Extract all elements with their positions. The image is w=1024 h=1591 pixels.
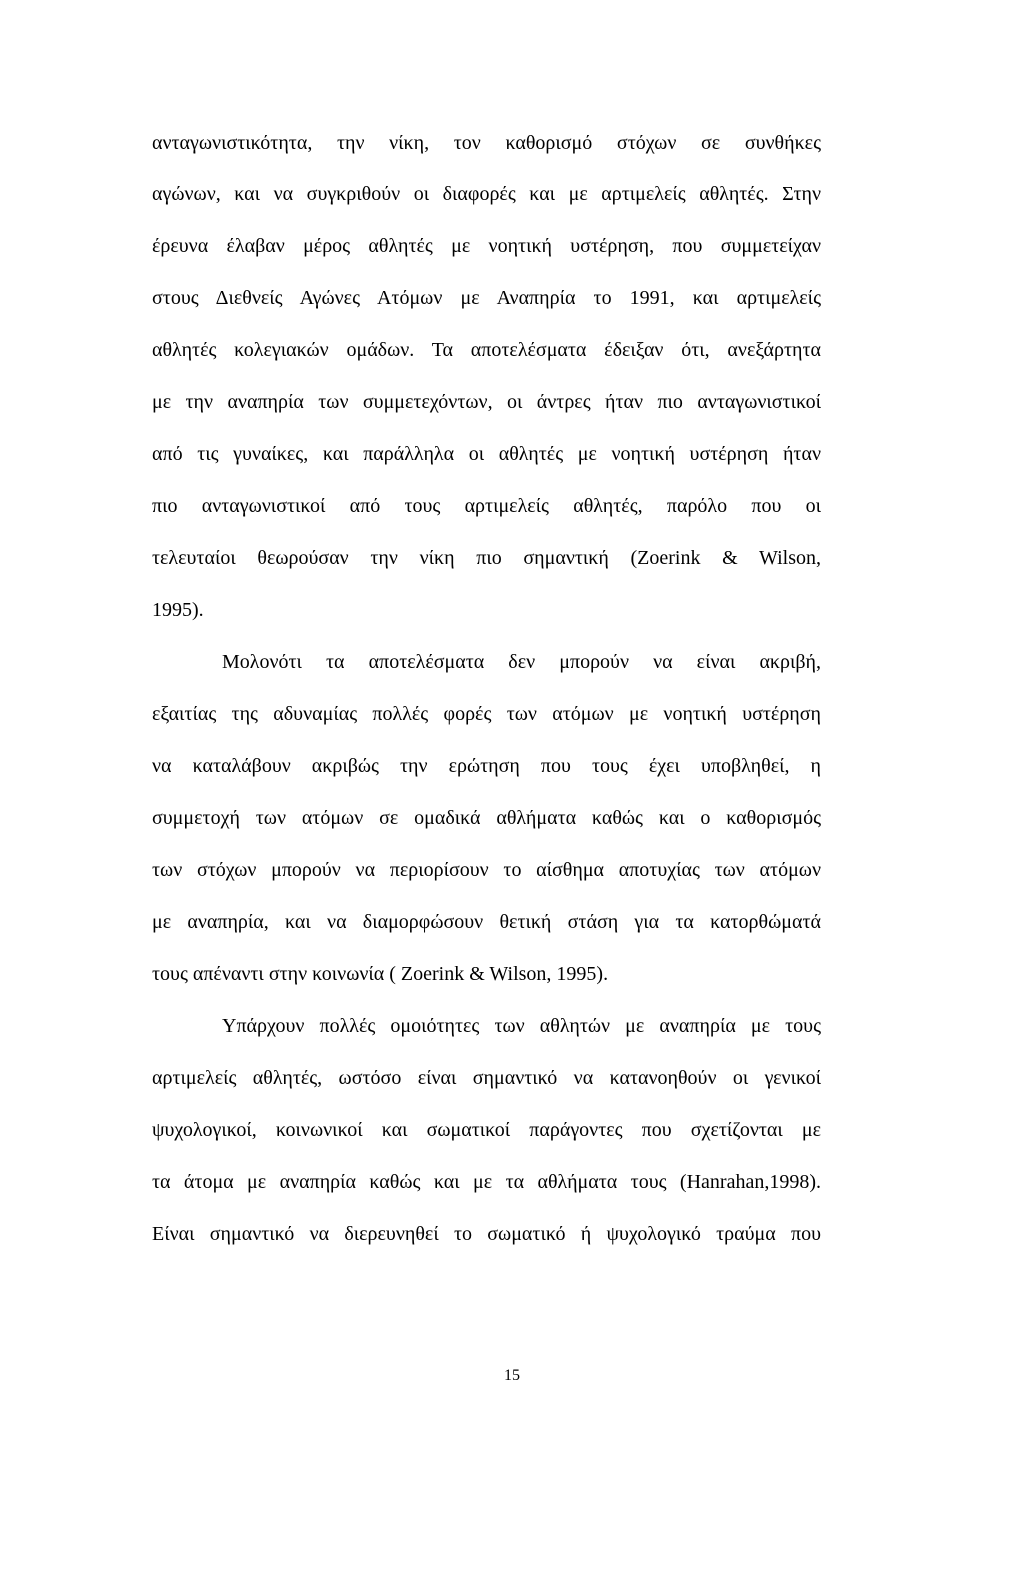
text-line: τα άτομα με αναπηρία καθώς και με τα αθλήματα τους (Hanrahan,1998). xyxy=(152,1171,821,1193)
text-line: Μολονότι τα αποτελέσματα δεν μπορούν να είναι ακριβή, xyxy=(222,651,821,673)
page-number: 15 xyxy=(504,1367,520,1384)
text-line: 1995). xyxy=(152,599,204,621)
text-line: να καταλάβουν ακριβώς την ερώτηση που τους έχει υποβληθεί, η xyxy=(152,755,821,777)
text-line: από τις γυναίκες, και παράλληλα οι αθλητές με νοητική υστέρηση ήταν xyxy=(152,443,821,465)
text-line: με αναπηρία, και να διαμορφώσουν θετική στάση για τα κατορθώματά xyxy=(152,911,821,933)
text-line: Είναι σημαντικό να διερευνηθεί το σωματικό ή ψυχολογικό τραύμα που xyxy=(152,1223,821,1245)
text-line: αθλητές κολεγιακών ομάδων. Τα αποτελέσματα έδειξαν ότι, ανεξάρτητα xyxy=(152,339,821,361)
text-line: ψυχολογικοί, κοινωνικοί και σωματικοί παράγοντες που σχετίζονται με xyxy=(152,1119,821,1141)
text-line: στους Διεθνείς Αγώνες Ατόμων με Αναπηρία το 1991, και αρτιμελείς xyxy=(152,287,821,309)
text-line: έρευνα έλαβαν μέρος αθλητές με νοητική υστέρηση, που συμμετείχαν xyxy=(152,235,821,257)
text-line: αγώνων, και να συγκριθούν οι διαφορές και με αρτιμελείς αθλητές. Στην xyxy=(152,183,821,205)
text-line: Υπάρχουν πολλές ομοιότητες των αθλητών με αναπηρία με τους xyxy=(222,1015,821,1037)
text-line: πιο ανταγωνιστικοί από τους αρτιμελείς αθλητές, παρόλο που οι xyxy=(152,495,821,517)
text-line: συμμετοχή των ατόμων σε ομαδικά αθλήματα καθώς και ο καθορισμός xyxy=(152,807,821,829)
text-line: με την αναπηρία των συμμετεχόντων, οι άντρες ήταν πιο ανταγωνιστικοί xyxy=(152,391,821,413)
text-line: αρτιμελείς αθλητές, ωστόσο είναι σημαντικό να κατανοηθούν οι γενικοί xyxy=(152,1067,821,1089)
text-line: ανταγωνιστικότητα, την νίκη, τον καθορισμό στόχων σε συνθήκες xyxy=(152,132,821,154)
text-line: τους απέναντι στην κοινωνία ( Zoerink & Wilson, 1995). xyxy=(152,963,609,985)
text-line: τελευταίοι θεωρούσαν την νίκη πιο σημαντική (Zoerink & Wilson, xyxy=(152,547,821,569)
text-line: των στόχων μπορούν να περιορίσουν το αίσθημα αποτυχίας των ατόμων xyxy=(152,859,821,881)
text-line: εξαιτίας της αδυναμίας πολλές φορές των ατόμων με νοητική υστέρηση xyxy=(152,703,821,725)
